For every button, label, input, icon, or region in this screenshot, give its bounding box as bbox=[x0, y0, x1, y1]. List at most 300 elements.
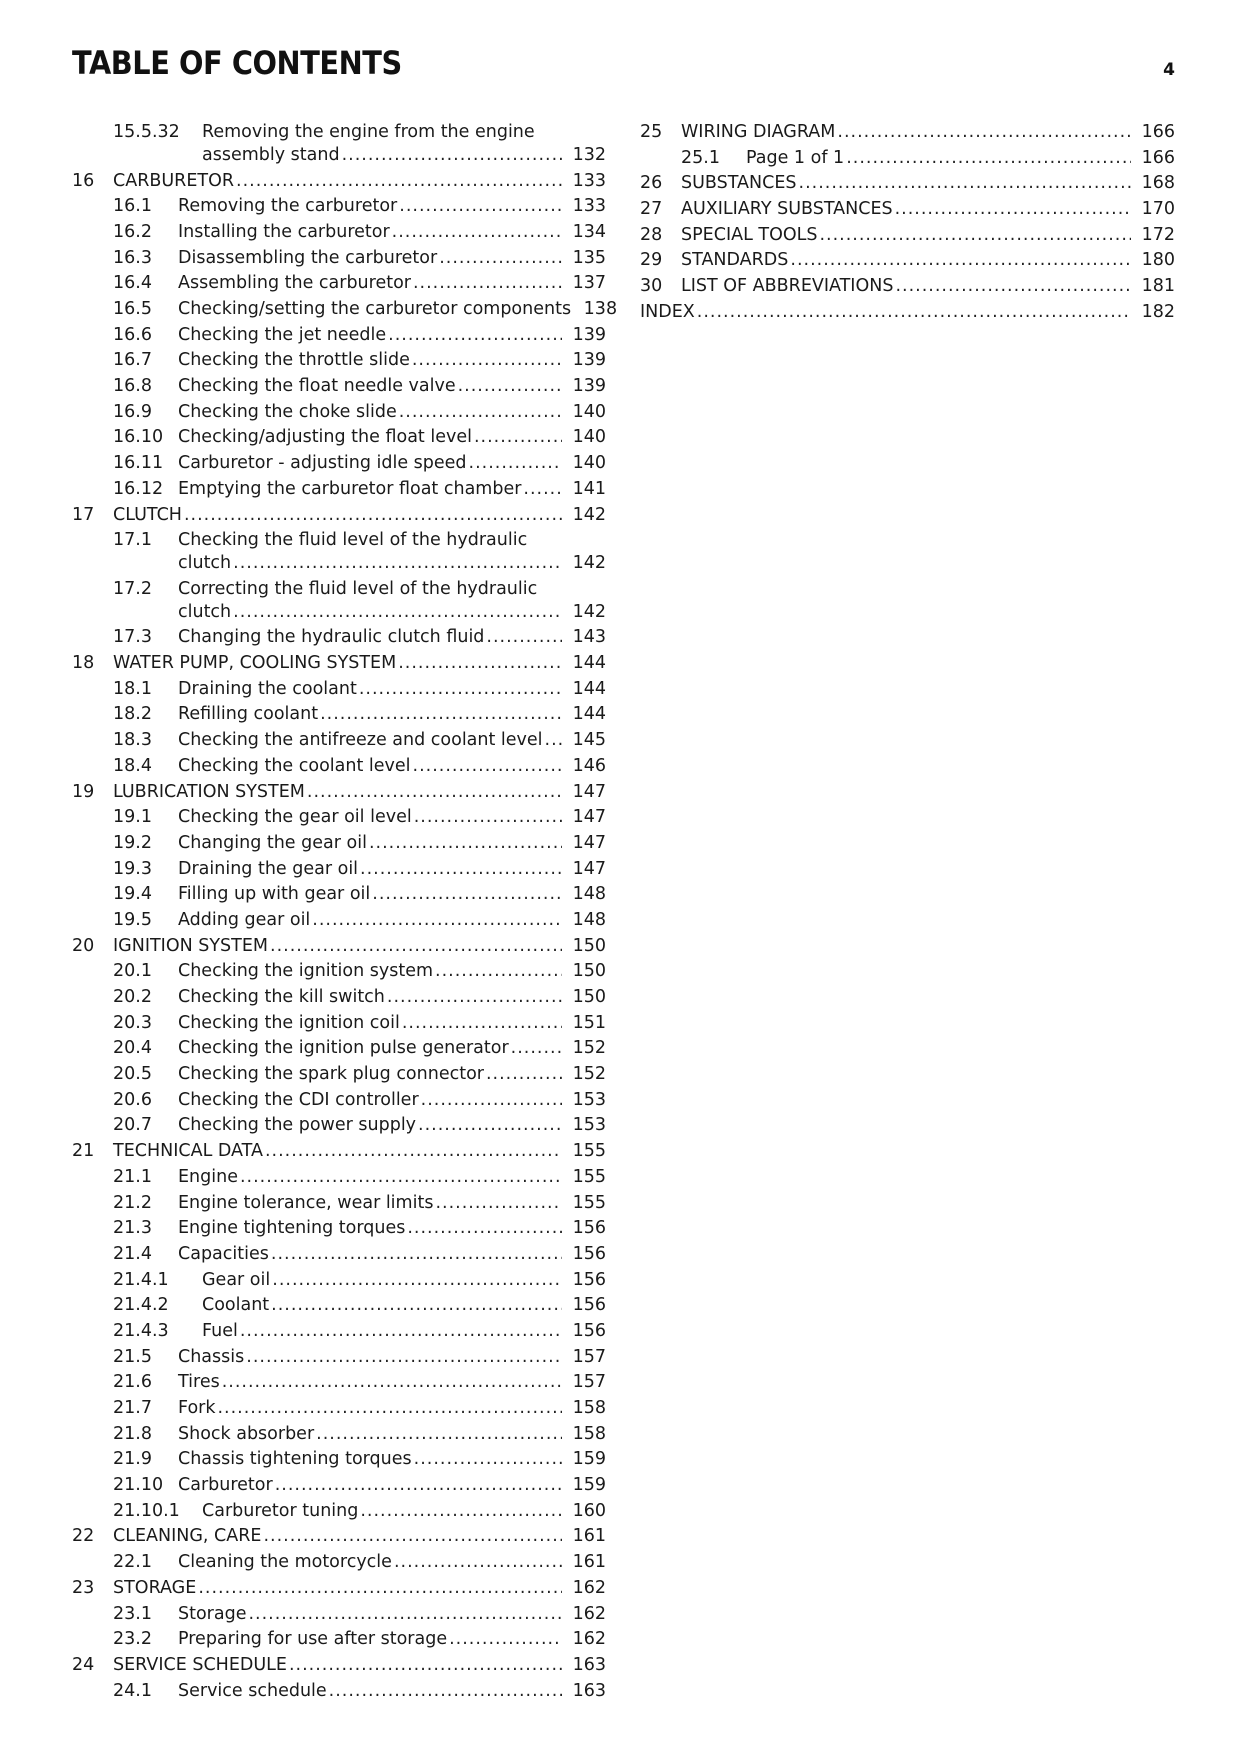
toc-entry-number: 18.4 bbox=[113, 755, 152, 776]
toc-entry-title: Checking the throttle slide bbox=[178, 350, 410, 371]
toc-entry-line bbox=[113, 1576, 606, 1602]
toc-entry-number: 19.1 bbox=[113, 807, 152, 828]
dot-leader bbox=[486, 625, 562, 651]
toc-entry-line bbox=[178, 400, 606, 426]
toc-entry-line bbox=[202, 143, 606, 169]
toc-entry-number: 16.3 bbox=[113, 247, 152, 268]
toc-entry-line bbox=[178, 1062, 606, 1088]
toc-entry-page: 147 bbox=[572, 781, 606, 802]
toc-entry[interactable] bbox=[640, 197, 1175, 223]
toc-entry-title-continued: clutch bbox=[178, 553, 232, 574]
toc-entry-number: 18.2 bbox=[113, 704, 152, 725]
toc-entry[interactable] bbox=[72, 1319, 606, 1345]
toc-entry-page: 133 bbox=[572, 196, 606, 217]
toc-entry[interactable] bbox=[72, 220, 606, 246]
toc-entry[interactable] bbox=[72, 1396, 606, 1422]
toc-entry-line bbox=[178, 677, 606, 703]
toc-entry-number: 18 bbox=[72, 653, 95, 674]
toc-entry-page: 143 bbox=[572, 627, 606, 648]
toc-entry-page: 158 bbox=[572, 1423, 606, 1444]
toc-entry-page: 163 bbox=[572, 1654, 606, 1675]
toc-entry[interactable] bbox=[72, 323, 606, 349]
toc-entry-page: 150 bbox=[572, 935, 606, 956]
dot-leader bbox=[407, 1216, 562, 1242]
toc-entry-page: 172 bbox=[1141, 224, 1175, 245]
dot-leader bbox=[523, 477, 562, 503]
dot-leader bbox=[697, 300, 1131, 326]
toc-entry-line bbox=[178, 1113, 606, 1139]
toc-entry[interactable] bbox=[72, 1345, 606, 1371]
toc-entry-page: 166 bbox=[1141, 122, 1175, 142]
toc-entry-number: 21.8 bbox=[113, 1423, 152, 1444]
toc-entry[interactable] bbox=[72, 1293, 606, 1319]
toc-entry-line bbox=[178, 1473, 606, 1499]
toc-entry-title: Checking the coolant level bbox=[178, 755, 411, 776]
toc-entry-line bbox=[178, 1345, 606, 1371]
toc-entry[interactable] bbox=[72, 1088, 606, 1114]
toc-entry-line bbox=[113, 934, 606, 960]
dot-leader bbox=[458, 374, 562, 400]
toc-entry[interactable] bbox=[72, 1139, 606, 1165]
dot-leader bbox=[246, 1345, 562, 1371]
toc-entry-line bbox=[113, 503, 606, 529]
dot-leader bbox=[895, 197, 1131, 223]
toc-entry-number: 19.3 bbox=[113, 858, 152, 879]
toc-entry-title: Capacities bbox=[178, 1243, 269, 1264]
toc-entry-page: 161 bbox=[572, 1552, 606, 1573]
toc-entry-line bbox=[178, 1679, 606, 1705]
toc-entry-number: 21.3 bbox=[113, 1218, 152, 1239]
toc-entry-title: WIRING DIAGRAM bbox=[681, 122, 836, 142]
toc-entry-title: SPECIAL TOOLS bbox=[681, 224, 818, 245]
toc-entry[interactable] bbox=[72, 805, 606, 831]
toc-entry-line bbox=[113, 1524, 606, 1550]
toc-entry-number: 16.4 bbox=[113, 273, 152, 294]
toc-entry[interactable] bbox=[72, 503, 606, 529]
dot-leader bbox=[307, 780, 562, 806]
toc-entry-line bbox=[178, 625, 606, 651]
toc-entry-title: Checking/setting the carburetor components bbox=[178, 299, 572, 320]
dot-leader bbox=[545, 728, 562, 754]
toc-entry-line bbox=[178, 246, 606, 272]
page-number: 4 bbox=[1163, 60, 1175, 80]
toc-entry-number: 24.1 bbox=[113, 1680, 152, 1701]
toc-entry-line bbox=[178, 1370, 606, 1396]
toc-entry-line bbox=[113, 169, 606, 195]
toc-entry-line bbox=[178, 702, 606, 728]
toc-entry-title: Gear oil bbox=[202, 1269, 271, 1290]
dot-leader bbox=[312, 908, 562, 934]
dot-leader bbox=[217, 1396, 562, 1422]
toc-entry-page: 180 bbox=[1141, 250, 1175, 271]
toc-entry[interactable] bbox=[72, 374, 606, 400]
toc-entry[interactable] bbox=[72, 297, 618, 323]
toc-entry-line bbox=[178, 1627, 606, 1653]
dot-leader bbox=[248, 1602, 562, 1628]
dot-leader bbox=[449, 1627, 562, 1653]
toc-entry-title: Draining the gear oil bbox=[178, 858, 359, 879]
toc-entry-line bbox=[178, 959, 606, 985]
dot-leader bbox=[360, 1499, 562, 1525]
toc-entry-page: 146 bbox=[572, 755, 606, 776]
toc-entry[interactable] bbox=[72, 625, 606, 651]
toc-entry-number: 23.2 bbox=[113, 1629, 152, 1650]
dot-leader bbox=[819, 223, 1131, 249]
toc-entry-page: 139 bbox=[572, 350, 606, 371]
toc-entry-page: 139 bbox=[572, 376, 606, 397]
toc-entry[interactable] bbox=[72, 1113, 606, 1139]
dot-leader bbox=[414, 805, 562, 831]
toc-entry-number: 16.7 bbox=[113, 350, 152, 371]
toc-entry[interactable] bbox=[72, 169, 606, 195]
toc-entry-number: 16.6 bbox=[113, 324, 152, 345]
toc-entry-page: 156 bbox=[572, 1295, 606, 1316]
toc-entry-number: 19.5 bbox=[113, 909, 152, 930]
toc-entry[interactable] bbox=[72, 985, 606, 1011]
toc-entry-number: 16.9 bbox=[113, 401, 152, 422]
toc-entry[interactable] bbox=[72, 1370, 606, 1396]
dot-leader bbox=[372, 882, 562, 908]
toc-entry[interactable] bbox=[72, 780, 606, 806]
toc-entry-line bbox=[178, 220, 606, 246]
toc-entry-title: SERVICE SCHEDULE bbox=[113, 1654, 287, 1675]
dot-leader bbox=[236, 169, 562, 195]
toc-entry-title: CLUTCH bbox=[113, 504, 182, 525]
toc-entry-title: Checking the float needle valve bbox=[178, 376, 456, 397]
toc-entry[interactable] bbox=[72, 728, 606, 754]
toc-entry-page: 153 bbox=[572, 1115, 606, 1136]
toc-entry-title: STANDARDS bbox=[681, 250, 789, 271]
toc-entry[interactable] bbox=[72, 1036, 606, 1062]
toc-entry-number: 17.2 bbox=[113, 578, 152, 599]
dot-leader bbox=[360, 857, 562, 883]
toc-entry[interactable] bbox=[72, 1422, 606, 1448]
toc-entry-page: 156 bbox=[572, 1269, 606, 1290]
toc-entry-number: 16.11 bbox=[113, 453, 164, 474]
toc-entry-page: 181 bbox=[1141, 276, 1175, 297]
toc-entry-line bbox=[178, 451, 606, 477]
toc-entry-line bbox=[178, 1422, 606, 1448]
toc-entry[interactable] bbox=[72, 882, 606, 908]
toc-entry-line bbox=[202, 1268, 606, 1294]
toc-entry[interactable] bbox=[72, 1602, 606, 1628]
toc-entry-number: 29 bbox=[640, 250, 663, 271]
toc-entry-number: 21.10.1 bbox=[113, 1500, 180, 1521]
toc-entry[interactable] bbox=[72, 425, 606, 451]
toc-entry[interactable] bbox=[72, 1499, 606, 1525]
toc-entry-page: 144 bbox=[572, 704, 606, 725]
toc-entry-line bbox=[178, 908, 606, 934]
toc-entry-page: 139 bbox=[572, 324, 606, 345]
toc-entry-number: 21.6 bbox=[113, 1372, 152, 1393]
toc-entry-line bbox=[178, 194, 606, 220]
toc-entry[interactable] bbox=[72, 1679, 606, 1705]
toc-entry-number: 19.2 bbox=[113, 832, 152, 853]
dot-leader bbox=[329, 1679, 562, 1705]
dot-leader bbox=[799, 171, 1131, 197]
toc-entry-title: Checking the choke slide bbox=[178, 401, 397, 422]
toc-entry-page: 140 bbox=[572, 401, 606, 422]
dot-leader bbox=[316, 1422, 562, 1448]
toc-entry[interactable] bbox=[72, 857, 606, 883]
toc-entry[interactable] bbox=[72, 702, 606, 728]
toc-entry[interactable] bbox=[72, 1627, 606, 1653]
toc-entry[interactable] bbox=[640, 274, 1175, 300]
toc-entry-number: 21.9 bbox=[113, 1449, 152, 1470]
toc-entry-line bbox=[681, 171, 1175, 197]
toc-entry-title: Storage bbox=[178, 1603, 247, 1624]
dot-leader bbox=[418, 1113, 562, 1139]
toc-entry-line bbox=[178, 1036, 606, 1062]
toc-entry-title: Removing the engine from the engine bbox=[202, 122, 535, 142]
toc-entry-number: 21.2 bbox=[113, 1192, 152, 1213]
toc-entry[interactable] bbox=[72, 577, 606, 626]
toc-entry-number: 20.6 bbox=[113, 1089, 152, 1110]
toc-entry-page: 166 bbox=[1141, 147, 1175, 168]
toc-entry-title: TECHNICAL DATA bbox=[113, 1141, 263, 1162]
dot-leader bbox=[435, 959, 562, 985]
toc-entry-number: 21.4.3 bbox=[113, 1320, 169, 1341]
toc-entry-number: 17.1 bbox=[113, 530, 152, 551]
dot-leader bbox=[399, 400, 562, 426]
toc-entry[interactable] bbox=[72, 959, 606, 985]
dot-leader bbox=[421, 1088, 562, 1114]
toc-entry-page: 148 bbox=[572, 909, 606, 930]
toc-entry-title: LUBRICATION SYSTEM bbox=[113, 781, 305, 802]
toc-entry-title: Engine tolerance, wear limits bbox=[178, 1192, 434, 1213]
toc-entry-line bbox=[113, 1653, 606, 1679]
toc-entry-number: 24 bbox=[72, 1654, 95, 1675]
dot-leader bbox=[435, 1191, 562, 1217]
toc-entry-page: 156 bbox=[572, 1243, 606, 1264]
toc-entry-title: Checking the kill switch bbox=[178, 987, 385, 1008]
toc-entry[interactable] bbox=[72, 1011, 606, 1037]
toc-entry-title: Coolant bbox=[202, 1295, 270, 1316]
toc-entry[interactable] bbox=[72, 1165, 606, 1191]
toc-entry-page: 133 bbox=[572, 170, 606, 191]
toc-entry[interactable] bbox=[640, 300, 1175, 326]
toc-entry-page: 134 bbox=[572, 221, 606, 242]
toc-entry-page: 161 bbox=[572, 1526, 606, 1547]
toc-entry-title: Emptying the carburetor float chamber bbox=[178, 478, 522, 499]
toc-entry-page: 162 bbox=[572, 1603, 606, 1624]
toc-entry[interactable] bbox=[72, 1216, 606, 1242]
toc-entry[interactable] bbox=[72, 1242, 606, 1268]
toc-entry[interactable] bbox=[640, 248, 1175, 274]
toc-entry-line bbox=[178, 477, 606, 503]
toc-entry-line bbox=[178, 1191, 606, 1217]
toc-entry-number: 23 bbox=[72, 1577, 95, 1598]
toc-entry-page: 152 bbox=[572, 1064, 606, 1085]
toc-entry-page: 156 bbox=[572, 1218, 606, 1239]
toc-entry[interactable] bbox=[72, 1062, 606, 1088]
toc-entry-title: Draining the coolant bbox=[178, 678, 357, 699]
toc-entry-title: Preparing for use after storage bbox=[178, 1629, 448, 1650]
toc-entry[interactable] bbox=[72, 271, 606, 297]
toc-entry[interactable] bbox=[72, 1268, 606, 1294]
toc-entry-line bbox=[178, 805, 606, 831]
toc-entry-title: Checking the ignition system bbox=[178, 961, 434, 982]
toc-entry[interactable] bbox=[640, 171, 1175, 197]
toc-entry-line bbox=[178, 831, 606, 857]
dot-leader bbox=[846, 146, 1131, 172]
dot-leader bbox=[271, 1293, 562, 1319]
toc-entry-line bbox=[178, 1216, 606, 1242]
dot-leader bbox=[402, 1011, 562, 1037]
toc-entry-page: 170 bbox=[1141, 199, 1175, 220]
toc-entry-number: 18.3 bbox=[113, 730, 152, 751]
dot-leader bbox=[222, 1370, 562, 1396]
toc-entry-title: Engine tightening torques bbox=[178, 1218, 406, 1239]
toc-entry-title: Removing the carburetor bbox=[178, 196, 398, 217]
toc-entry-line bbox=[681, 248, 1175, 274]
toc-entry-title: Carburetor tuning bbox=[202, 1500, 359, 1521]
toc-entry[interactable] bbox=[72, 831, 606, 857]
toc-entry-line bbox=[178, 728, 606, 754]
toc-entry-number: 20 bbox=[72, 935, 95, 956]
toc-entry-title: WATER PUMP, COOLING SYSTEM bbox=[113, 653, 397, 674]
toc-entry-page: 147 bbox=[572, 858, 606, 879]
toc-entry[interactable] bbox=[72, 194, 606, 220]
toc-entry-number: 16.2 bbox=[113, 221, 152, 242]
toc-entry-page: 144 bbox=[572, 653, 606, 674]
toc-entry-line bbox=[640, 300, 1175, 326]
toc-entry-number: 20.5 bbox=[113, 1064, 152, 1085]
toc-entry-page: 142 bbox=[572, 601, 606, 622]
toc-entry-number: 19.4 bbox=[113, 884, 152, 905]
toc-entry[interactable] bbox=[72, 908, 606, 934]
toc-entry-line bbox=[178, 425, 606, 451]
toc-entry[interactable] bbox=[72, 651, 606, 677]
dot-leader bbox=[413, 271, 562, 297]
toc-entry[interactable] bbox=[72, 246, 606, 272]
page-title: TABLE OF CONTENTS bbox=[72, 44, 402, 82]
toc-entry-title-continued: clutch bbox=[178, 601, 232, 622]
toc-entry[interactable] bbox=[72, 477, 606, 503]
toc-entry[interactable] bbox=[72, 1191, 606, 1217]
toc-entry[interactable] bbox=[72, 934, 606, 960]
toc-entry-number: 27 bbox=[640, 199, 663, 220]
toc-entry-number: 25 bbox=[640, 122, 663, 142]
toc-entry-page: 155 bbox=[572, 1141, 606, 1162]
toc-entry[interactable] bbox=[640, 223, 1175, 249]
toc-entry[interactable] bbox=[72, 1576, 606, 1602]
dot-leader bbox=[511, 1036, 562, 1062]
dot-leader bbox=[439, 246, 562, 272]
toc-entry-title: Adding gear oil bbox=[178, 909, 311, 930]
dot-leader bbox=[263, 1524, 562, 1550]
toc-entry-page: 144 bbox=[572, 678, 606, 699]
toc-entry-title: Carburetor bbox=[178, 1475, 273, 1496]
dot-leader bbox=[414, 1447, 562, 1473]
toc-entry-line bbox=[113, 1139, 606, 1165]
toc-entry-line bbox=[178, 985, 606, 1011]
toc-entry-line bbox=[178, 348, 606, 374]
dot-leader bbox=[275, 1473, 562, 1499]
toc-entry-title: Tires bbox=[178, 1372, 220, 1393]
toc-entry-page: 147 bbox=[572, 807, 606, 828]
toc-entry[interactable] bbox=[72, 1550, 606, 1576]
toc-entry-page: 147 bbox=[572, 832, 606, 853]
dot-leader bbox=[240, 1319, 562, 1345]
toc-entry-page: 162 bbox=[572, 1629, 606, 1650]
toc-entry-page: 155 bbox=[572, 1166, 606, 1187]
toc-entry-page: 159 bbox=[572, 1475, 606, 1496]
toc-entry-page: 163 bbox=[572, 1680, 606, 1701]
toc-entry-page: 168 bbox=[1141, 173, 1175, 194]
toc-entry-number: 20.7 bbox=[113, 1115, 152, 1136]
dot-leader bbox=[837, 120, 1131, 146]
toc-entry[interactable] bbox=[72, 348, 606, 374]
toc-entry-page: 138 bbox=[583, 299, 618, 320]
toc-entry-number: 16.1 bbox=[113, 196, 152, 217]
toc-entry-number: 28 bbox=[640, 224, 663, 245]
toc-entry-number: 26 bbox=[640, 173, 663, 194]
toc-entry[interactable] bbox=[72, 120, 606, 169]
dot-leader bbox=[413, 754, 563, 780]
toc-entry-number: 16.10 bbox=[113, 427, 164, 448]
toc-entry-number: 21.4.2 bbox=[113, 1295, 169, 1316]
dot-leader bbox=[240, 1165, 562, 1191]
toc-entry[interactable] bbox=[72, 451, 606, 477]
toc-entry-line bbox=[681, 197, 1175, 223]
toc-entry[interactable] bbox=[72, 528, 606, 577]
toc-entry[interactable] bbox=[72, 1524, 606, 1550]
toc-entry-title: Correcting the fluid level of the hydraulic bbox=[178, 578, 538, 599]
dot-leader bbox=[469, 451, 562, 477]
dot-leader bbox=[369, 831, 562, 857]
toc-entry-title: Filling up with gear oil bbox=[178, 884, 371, 905]
toc-entry-line bbox=[178, 857, 606, 883]
toc-entry[interactable] bbox=[72, 754, 606, 780]
toc-entry[interactable] bbox=[640, 146, 1175, 172]
dot-leader bbox=[198, 1576, 562, 1602]
toc-entry-line bbox=[178, 1550, 606, 1576]
toc-entry-title: Disassembling the carburetor bbox=[178, 247, 438, 268]
toc-entry-number: 20.2 bbox=[113, 987, 152, 1008]
toc-entry-number: 16.5 bbox=[113, 299, 152, 320]
toc-entry-line bbox=[178, 600, 606, 626]
dot-leader bbox=[271, 1242, 562, 1268]
toc-entry-page: 150 bbox=[572, 987, 606, 1008]
toc-right-column bbox=[640, 120, 1175, 326]
toc-entry-number: 22.1 bbox=[113, 1552, 152, 1573]
toc-entry-title: Fuel bbox=[202, 1320, 238, 1341]
toc-entry-page: 140 bbox=[572, 427, 606, 448]
dot-leader bbox=[895, 274, 1131, 300]
toc-entry[interactable] bbox=[72, 1473, 606, 1499]
toc-entry-line bbox=[178, 1447, 606, 1473]
toc-entry[interactable] bbox=[72, 1653, 606, 1679]
toc-entry[interactable] bbox=[72, 677, 606, 703]
toc-entry[interactable] bbox=[640, 120, 1175, 146]
dot-leader bbox=[486, 1062, 562, 1088]
dot-leader bbox=[320, 702, 562, 728]
toc-entry[interactable] bbox=[72, 1447, 606, 1473]
toc-entry-page: 141 bbox=[572, 478, 606, 499]
dot-leader bbox=[399, 194, 562, 220]
toc-entry-number: 21.4.1 bbox=[113, 1269, 169, 1290]
toc-entry-line bbox=[113, 651, 606, 677]
toc-entry-number: 30 bbox=[640, 276, 663, 297]
toc-entry-title: SUBSTANCES bbox=[681, 173, 797, 194]
toc-entry-page: 142 bbox=[572, 504, 606, 525]
toc-entry-page: 140 bbox=[572, 453, 606, 474]
toc-entry[interactable] bbox=[72, 400, 606, 426]
toc-entry-page: 145 bbox=[572, 730, 606, 751]
dot-leader bbox=[392, 220, 562, 246]
toc-entry-number: 20.1 bbox=[113, 961, 152, 982]
